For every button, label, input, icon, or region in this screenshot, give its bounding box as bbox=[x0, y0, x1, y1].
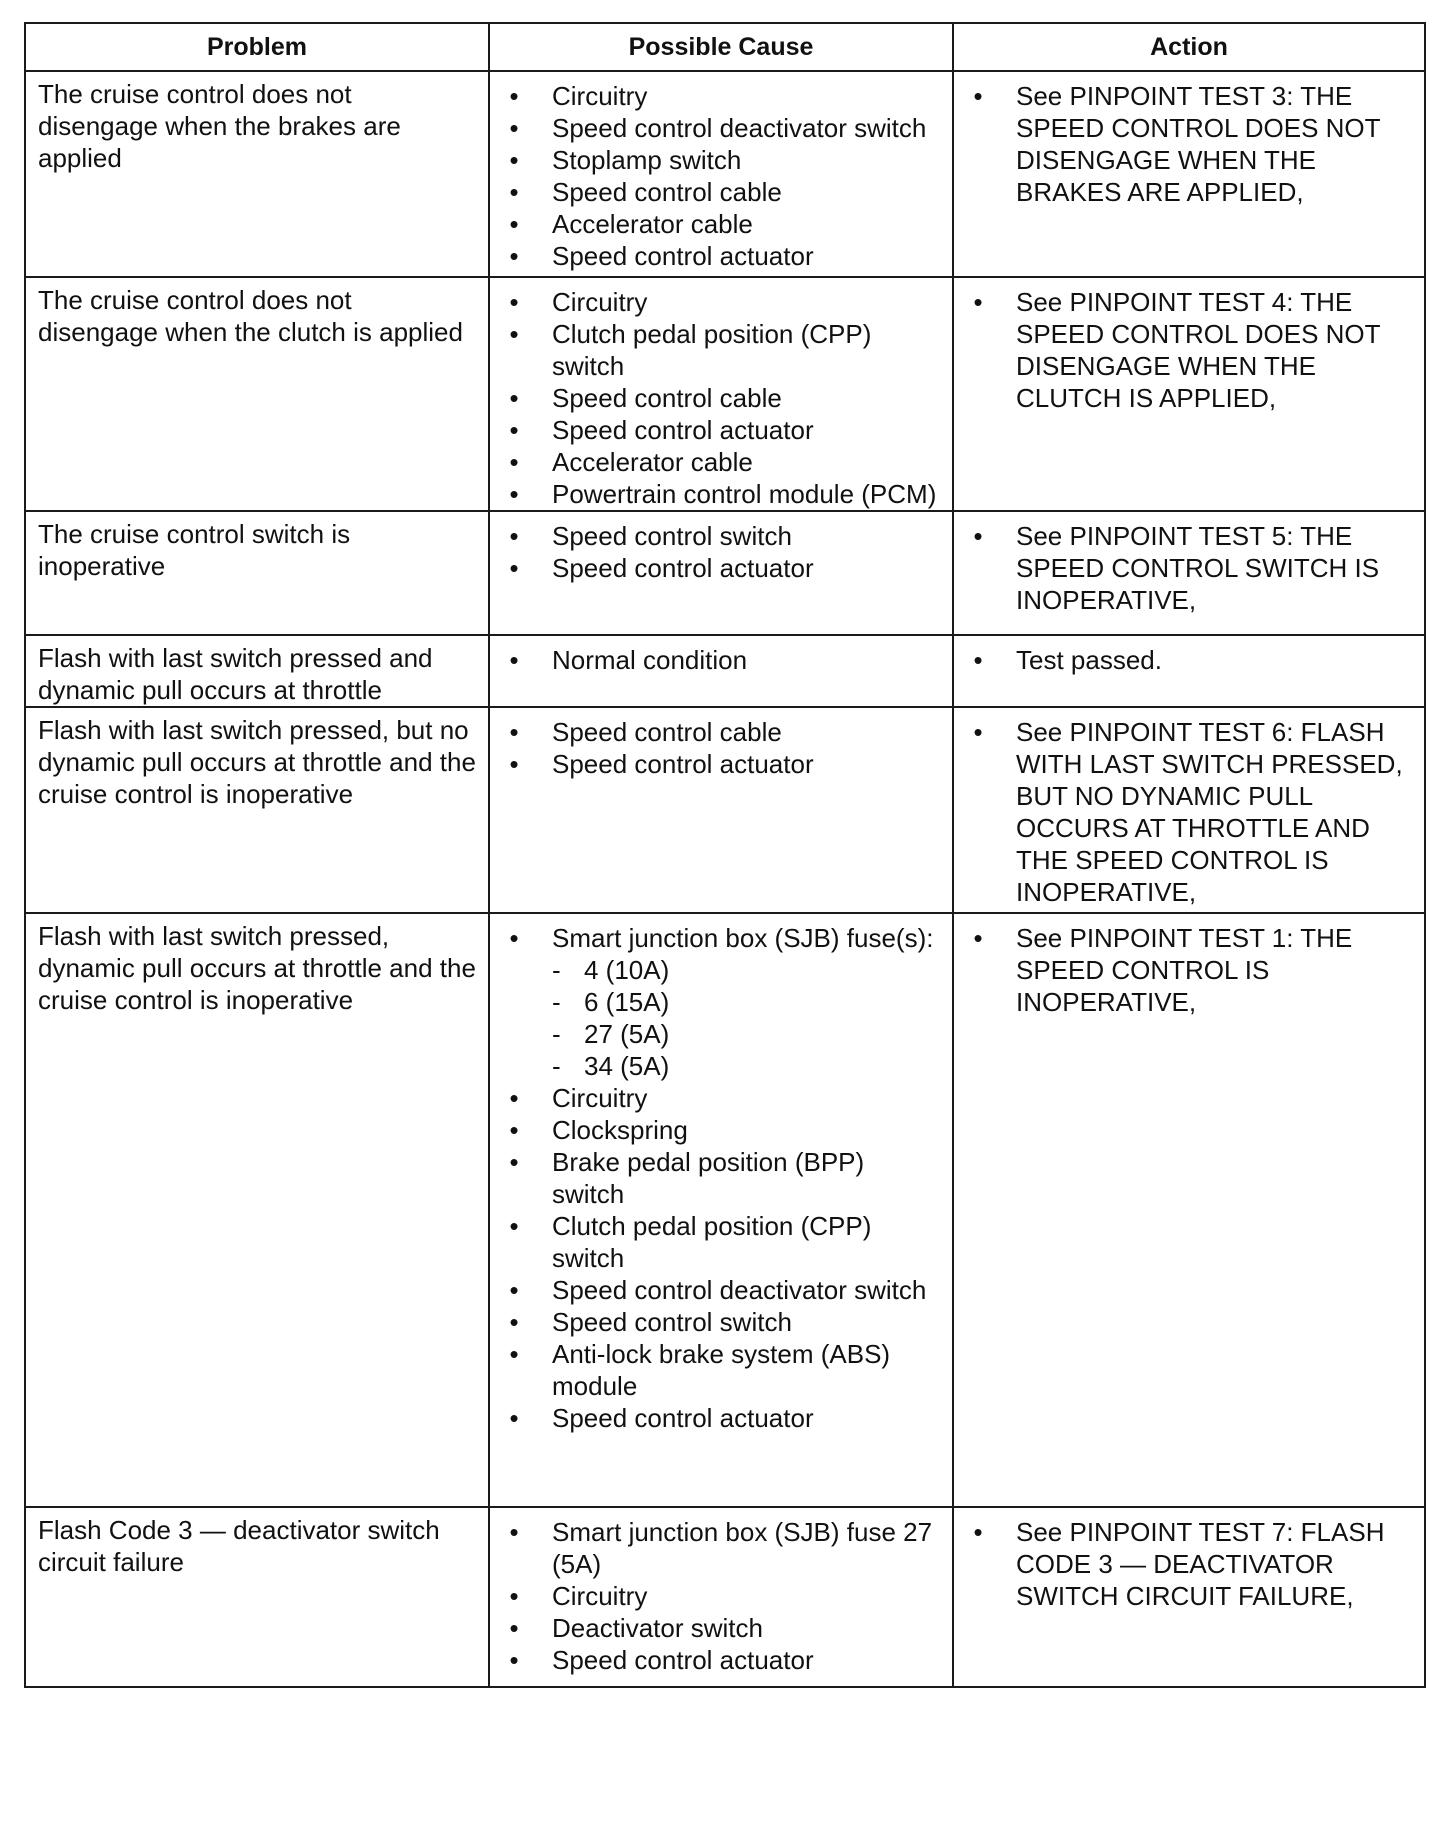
cause-item: • Deactivator switch bbox=[509, 1613, 763, 1643]
action-list bbox=[954, 512, 1424, 616]
problem-cell: The cruise control switch is inoperative bbox=[38, 519, 351, 581]
table-row bbox=[25, 1507, 1425, 1687]
cause-item: • Speed control deactivator switch bbox=[509, 113, 927, 143]
action-item: • See PINPOINT TEST 5: THE SPEED CONTROL SWITCH IS INOPERATIVE, bbox=[973, 521, 1380, 615]
cause-item: • Speed control actuator bbox=[509, 241, 814, 271]
problem-cell: Flash with last switch pressed, but no dynamic pull occurs at throttle and the cruise control is inoperative bbox=[38, 715, 476, 809]
cause-item: • Speed control actuator bbox=[509, 1645, 814, 1675]
fuse-sublist bbox=[552, 954, 942, 1082]
cause-item: • Clutch pedal position (CPP) switch bbox=[509, 1211, 872, 1273]
table-row bbox=[25, 511, 1425, 635]
cause-item: • Speed control switch bbox=[509, 521, 792, 551]
header-action: Action bbox=[953, 23, 1425, 71]
problem-cell: Flash with last switch pressed, dynamic pull occurs at throttle and the cruise control is inoperative bbox=[38, 921, 476, 1015]
cause-item: • Smart junction box (SJB) fuse 27 (5A) bbox=[509, 1517, 933, 1579]
problem-cell: Flash Code 3 — deactivator switch circuit failure bbox=[38, 1515, 440, 1577]
fuse-item: - 34 (5A) bbox=[552, 1051, 670, 1081]
table-row bbox=[25, 635, 1425, 707]
cause-item: • Speed control actuator bbox=[509, 749, 814, 779]
cause-item: • Circuitry bbox=[509, 81, 648, 111]
problem-cell: The cruise control does not disengage when the brakes are applied bbox=[38, 79, 401, 173]
header-possible-cause: Possible Cause bbox=[489, 23, 953, 71]
cause-item: • Circuitry bbox=[509, 1581, 648, 1611]
problem-cell: Flash with last switch pressed and dynamic pull occurs at throttle bbox=[38, 643, 433, 705]
cause-list bbox=[490, 278, 952, 510]
cause-item: • Normal condition bbox=[509, 645, 748, 675]
action-list bbox=[954, 708, 1424, 908]
cause-item: • Brake pedal position (BPP) switch bbox=[509, 1147, 865, 1209]
cause-item: • Clutch pedal position (CPP) switch bbox=[509, 319, 872, 381]
action-item: • See PINPOINT TEST 4: THE SPEED CONTROL DOES NOT DISENGAGE WHEN THE CLUTCH IS APPLIED, bbox=[973, 287, 1381, 413]
fuse-item: - 4 (10A) bbox=[552, 955, 670, 985]
header-row bbox=[25, 23, 1425, 71]
cause-item: • Powertrain control module (PCM) bbox=[509, 479, 937, 509]
cause-item: • Anti-lock brake system (ABS) module bbox=[509, 1339, 891, 1401]
cause-item: • Speed control actuator bbox=[509, 553, 814, 583]
table-row bbox=[25, 913, 1425, 1507]
action-item: • See PINPOINT TEST 3: THE SPEED CONTROL DOES NOT DISENGAGE WHEN THE BRAKES ARE APPLIED, bbox=[973, 81, 1381, 207]
table-row bbox=[25, 707, 1425, 913]
cause-item: • Stoplamp switch bbox=[509, 145, 742, 175]
action-item: • See PINPOINT TEST 1: THE SPEED CONTROL IS INOPERATIVE, bbox=[973, 923, 1353, 1017]
cause-item: • Speed control cable bbox=[509, 717, 782, 747]
cause-item: • Speed control cable bbox=[509, 177, 782, 207]
cause-list bbox=[490, 72, 952, 272]
cause-item: • Clockspring bbox=[509, 1115, 688, 1145]
problem-cell: The cruise control does not disengage when the clutch is applied bbox=[38, 285, 463, 347]
cause-list bbox=[490, 708, 952, 780]
cause-item: • Speed control actuator bbox=[509, 415, 814, 445]
cause-item: • Circuitry bbox=[509, 287, 648, 317]
fuse-item: - 27 (5A) bbox=[552, 1019, 670, 1049]
cause-list bbox=[490, 636, 952, 676]
table-row bbox=[25, 277, 1425, 511]
action-list bbox=[954, 278, 1424, 414]
cause-item: • Speed control switch bbox=[509, 1307, 792, 1337]
cause-item: • Accelerator cable bbox=[509, 447, 753, 477]
action-list bbox=[954, 914, 1424, 1018]
cause-list bbox=[490, 914, 952, 1434]
cause-list bbox=[490, 1508, 952, 1676]
action-list bbox=[954, 1508, 1424, 1612]
diagnostic-table bbox=[24, 22, 1426, 1688]
cause-item: • Speed control deactivator switch bbox=[509, 1275, 927, 1305]
cause-item: • Smart junction box (SJB) fuse(s): - 4 (10A) - 6 (15A) - 27 (5A) - 34 (5A) bbox=[490, 922, 942, 1082]
cause-item: • Circuitry bbox=[509, 1083, 648, 1113]
action-item: • See PINPOINT TEST 7: FLASH CODE 3 — DEACTIVATOR SWITCH CIRCUIT FAILURE, bbox=[973, 1517, 1385, 1611]
fuse-item: - 6 (15A) bbox=[552, 987, 670, 1017]
action-item: • See PINPOINT TEST 6: FLASH WITH LAST SWITCH PRESSED, BUT NO DYNAMIC PULL OCCURS AT THROTTLE AND THE SPEED CONTROL IS INOPERATIVE, bbox=[973, 717, 1403, 907]
cause-item: • Speed control actuator bbox=[509, 1403, 814, 1433]
cause-item: • Speed control cable bbox=[509, 383, 782, 413]
table-row bbox=[25, 71, 1425, 277]
cause-item: • Accelerator cable bbox=[509, 209, 753, 239]
action-list bbox=[954, 636, 1424, 676]
cause-list bbox=[490, 512, 952, 584]
action-item: • Test passed. bbox=[973, 645, 1162, 675]
header-problem: Problem bbox=[25, 23, 489, 71]
action-list bbox=[954, 72, 1424, 208]
